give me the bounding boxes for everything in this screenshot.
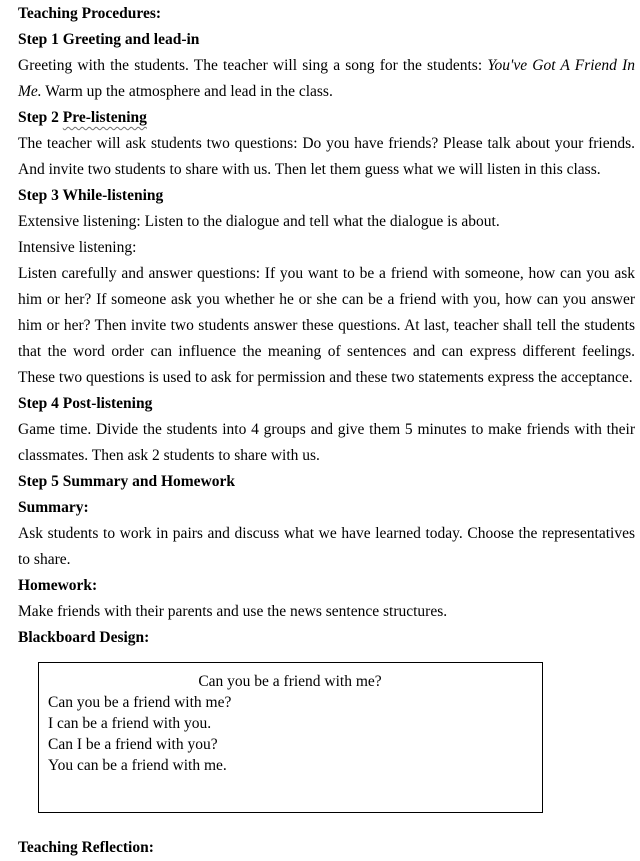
song-title-italic: You've Got A Friend In Me. bbox=[18, 57, 635, 100]
paragraph-extensive-listening: Extensive listening: Listen to the dialogue and tell what the dialogue is about. bbox=[18, 213, 500, 230]
heading-teaching-procedures: Teaching Procedures: bbox=[18, 5, 162, 22]
blackboard-line: Can you be a friend with me? bbox=[48, 694, 232, 711]
blackboard-box-title: Can you be a friend with me? bbox=[198, 673, 382, 690]
heading-step1: Step 1 Greeting and lead-in bbox=[18, 31, 200, 48]
step1-text-after: Warm up the atmosphere and lead in the class. bbox=[41, 83, 333, 100]
blackboard-design-box bbox=[38, 662, 543, 813]
step2-heading-prefix: Step 2 bbox=[18, 109, 63, 126]
heading-summary: Summary: bbox=[18, 499, 89, 516]
step1-text-before: Greeting with the students. The teacher will sing a song for the students: bbox=[18, 57, 488, 74]
heading-step4: Step 4 Post-listening bbox=[18, 395, 153, 412]
heading-step5: Step 5 Summary and Homework bbox=[18, 473, 236, 490]
paragraph-summary-body: Ask students to work in pairs and discuss what we have learned today. Choose the representatives to share. bbox=[18, 525, 635, 568]
heading-step3: Step 3 While-listening bbox=[18, 187, 164, 204]
paragraph-intensive-listening-label: Intensive listening: bbox=[18, 239, 137, 256]
heading-blackboard-design: Blackboard Design: bbox=[18, 629, 150, 646]
paragraph-step4-body: Game time. Divide the students into 4 groups and give them 5 minutes to make friends with their classmates. Then ask 2 students to share with us. bbox=[18, 421, 635, 464]
paragraph-step3-body: Listen carefully and answer questions: If you want to be a friend with someone, how can you ask him or her? If someone ask you whether he or she can be a friend with you, how can you answer him or her? Then invite two students answer these questions. At last, teacher shall tell the students that the word order can influence the meaning of sentences and can express different feelings. These two questions is used to ask for permission and these two statements express the acceptance. bbox=[18, 265, 635, 386]
step2-heading-wavy-underline: Pre-listening bbox=[62, 109, 147, 126]
paragraph-step2-body: The teacher will ask students two questions: Do you have friends? Please talk about your friends. And invite two students to share with us. Then let them guess what we will listen in this class. bbox=[18, 135, 635, 178]
heading-step2 bbox=[18, 105, 635, 131]
paragraph-step1-body bbox=[18, 53, 635, 105]
heading-homework: Homework: bbox=[18, 577, 98, 594]
paragraph-homework-body: Make friends with their parents and use the news sentence structures. bbox=[18, 603, 448, 620]
blackboard-line: You can be a friend with me. bbox=[48, 757, 227, 774]
heading-teaching-reflection: Teaching Reflection: bbox=[18, 839, 154, 856]
blackboard-line: Can I be a friend with you? bbox=[48, 736, 218, 753]
blackboard-line: I can be a friend with you. bbox=[48, 715, 212, 732]
